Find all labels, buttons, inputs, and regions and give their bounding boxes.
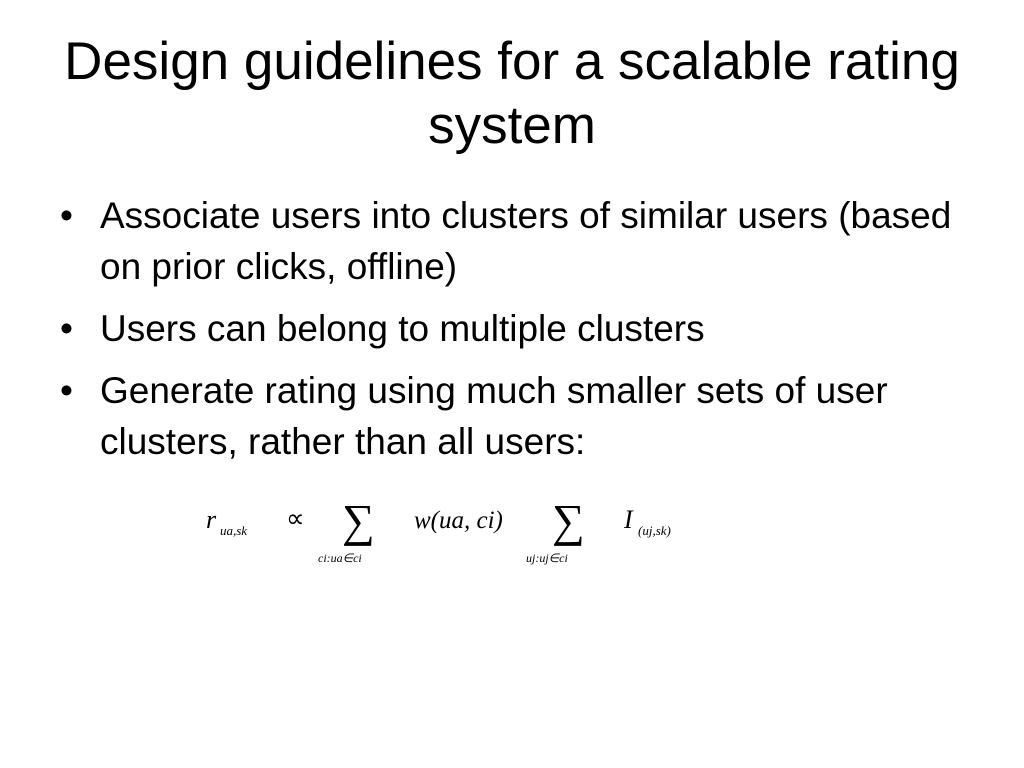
sum-symbol-2: ∑ (552, 498, 585, 546)
formula-svg (204, 498, 724, 580)
proportional-symbol: ∝ (286, 504, 305, 533)
sum-limit-1: ci:ua∈ci (318, 551, 362, 565)
bullet-marker: • (60, 308, 73, 349)
bullet-item (56, 190, 956, 292)
sum-limit-2: uj:uj∈ci (526, 551, 568, 565)
bullet-list (56, 190, 956, 478)
bullet-item (56, 303, 956, 354)
bullet-text: Users can belong to multiple clusters (100, 308, 705, 349)
bullet-text: Associate users into clusters of similar users (based on prior clicks, offline) (100, 195, 952, 287)
rating-formula (204, 498, 724, 580)
sum-symbol-1: ∑ (342, 498, 375, 546)
formula-lhs: r (206, 505, 217, 534)
indicator-subscript: (uj,sk) (638, 523, 671, 538)
bullet-item (56, 365, 956, 467)
bullet-marker: • (60, 195, 73, 236)
bullet-marker: • (60, 370, 73, 411)
weight-term: w(ua, ci) (414, 507, 503, 534)
indicator-symbol: I (624, 505, 633, 534)
formula-lhs-subscript: ua,sk (220, 523, 248, 538)
slide-title: Design guidelines for a scalable rating system (64, 32, 960, 155)
bullet-text: Generate rating using much smaller sets of user clusters, rather than all users: (100, 370, 888, 462)
